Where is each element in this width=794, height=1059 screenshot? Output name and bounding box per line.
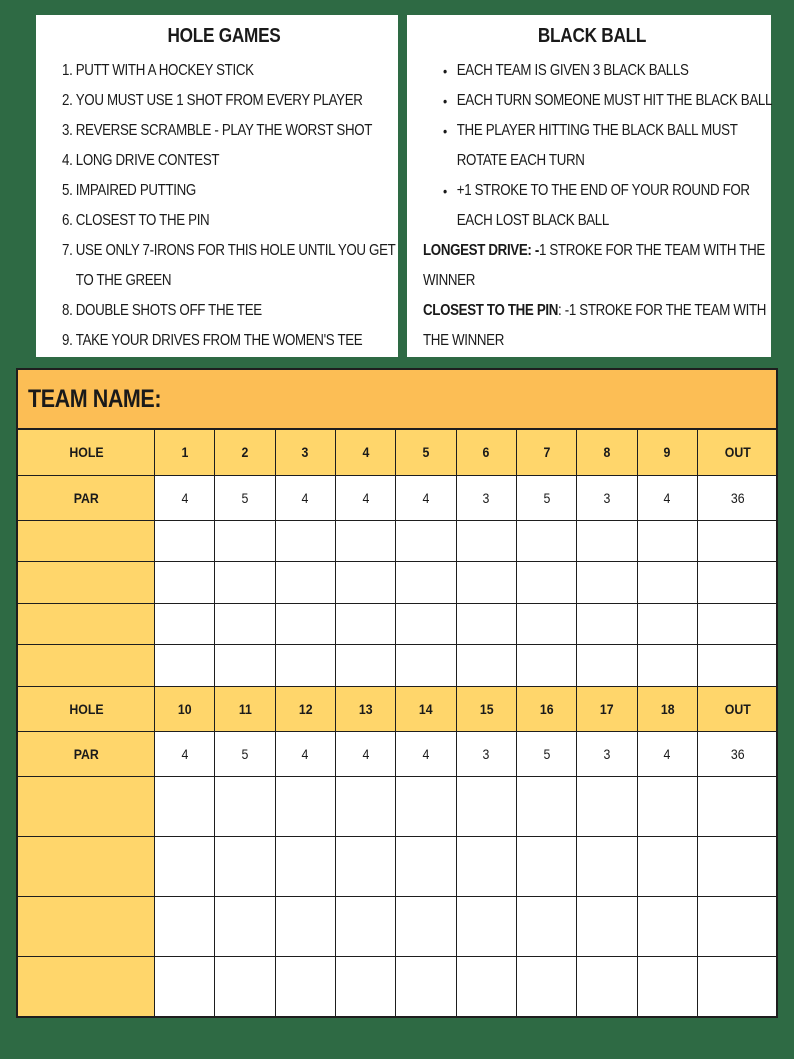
score-cell[interactable] <box>275 956 335 1016</box>
back-hole-row-label-cell <box>18 686 155 731</box>
score-cell[interactable] <box>577 896 637 956</box>
score-cell[interactable] <box>637 896 697 956</box>
par-cell <box>516 731 576 776</box>
par-cell <box>698 475 779 520</box>
hole-number-cell-value: 7 <box>543 444 551 461</box>
par-cell-value: 4 <box>663 489 671 506</box>
black-ball-rule-line: EACH TURN SOMEONE MUST HIT THE BLACK BALL <box>456 92 773 109</box>
score-cell[interactable] <box>516 520 576 562</box>
hole-number-cell-value: 2 <box>241 444 249 461</box>
score-cell[interactable] <box>456 896 516 956</box>
hole-game-item <box>62 86 363 116</box>
score-cell[interactable] <box>698 896 779 956</box>
bullet-dot: • <box>443 183 447 199</box>
back-score-row <box>18 896 778 956</box>
hole-games-panel <box>36 15 398 357</box>
hole-number-cell <box>577 430 637 475</box>
score-cell[interactable] <box>577 836 637 896</box>
score-cell[interactable] <box>215 603 275 645</box>
hole-number-cell-value: 16 <box>539 700 554 717</box>
front-score-row-label-cell[interactable] <box>18 603 155 645</box>
score-cell[interactable] <box>396 520 456 562</box>
hole-number-cell <box>456 686 516 731</box>
score-cell[interactable] <box>637 956 697 1016</box>
par-cell <box>456 475 516 520</box>
score-cell[interactable] <box>155 603 215 645</box>
score-cell[interactable] <box>698 836 779 896</box>
score-cell[interactable] <box>275 645 335 687</box>
hole-number-cell-value: 14 <box>419 700 433 717</box>
par-cell-value: 3 <box>482 745 490 762</box>
closest-pin-rule <box>423 296 767 326</box>
par-cell-value: 4 <box>422 745 430 762</box>
hole-game-number: 8. <box>62 302 73 319</box>
score-cell[interactable] <box>335 896 395 956</box>
score-cell[interactable] <box>155 645 215 687</box>
black-ball-rule <box>443 176 750 236</box>
par-cell-value: 4 <box>362 745 370 762</box>
par-cell <box>215 475 275 520</box>
score-cell[interactable] <box>516 896 576 956</box>
black-ball-rules-list <box>423 56 773 236</box>
score-cell[interactable] <box>456 520 516 562</box>
par-cell-value: 5 <box>543 745 551 762</box>
hole-number-cell <box>577 686 637 731</box>
score-cell[interactable] <box>516 956 576 1016</box>
hole-game-line: YOU MUST USE 1 SHOT FROM EVERY PLAYER <box>75 92 363 109</box>
score-cell[interactable] <box>637 603 697 645</box>
hole-game-item <box>62 326 363 356</box>
score-grid <box>18 430 778 1017</box>
hole-game-number: 6. <box>62 212 73 229</box>
score-cell[interactable] <box>637 836 697 896</box>
back-score-row <box>18 836 778 896</box>
score-cell[interactable] <box>637 520 697 562</box>
hole-game-text <box>76 116 372 146</box>
hole-game-item <box>62 236 396 296</box>
score-cell[interactable] <box>577 956 637 1016</box>
par-cell-value: 4 <box>181 489 189 506</box>
hole-number-cell-value: 15 <box>479 700 494 717</box>
score-cell[interactable] <box>456 603 516 645</box>
score-cell[interactable] <box>335 956 395 1016</box>
score-cell[interactable] <box>698 956 779 1016</box>
score-cell[interactable] <box>335 520 395 562</box>
longest-drive-text: 1 STROKE FOR THE TEAM WITH THE <box>538 242 765 259</box>
score-cell[interactable] <box>698 645 779 687</box>
score-cell[interactable] <box>155 896 215 956</box>
hole-game-number: 1. <box>62 62 73 79</box>
front-score-row <box>18 645 778 687</box>
score-cell[interactable] <box>275 603 335 645</box>
back-score-row-label-cell[interactable] <box>18 836 155 896</box>
par-cell <box>155 731 215 776</box>
team-name-label: TEAM NAME: <box>28 384 162 413</box>
black-ball-rule <box>443 86 773 116</box>
back-score-row-label-cell[interactable] <box>18 956 155 1016</box>
par-cell <box>637 475 697 520</box>
hole-games-title: HOLE GAMES <box>167 25 281 47</box>
hole-game-line: LONG DRIVE CONTEST <box>75 152 220 169</box>
score-cell[interactable] <box>275 520 335 562</box>
hole-number-cell-value: 8 <box>603 444 611 461</box>
hole-game-item <box>62 206 341 236</box>
back-hole-row-label: HOLE <box>68 700 104 717</box>
hole-number-cell-value: OUT <box>724 444 752 461</box>
bullet-dot: • <box>443 123 447 139</box>
par-cell <box>396 475 456 520</box>
score-cell[interactable] <box>335 836 395 896</box>
hole-game-line: REVERSE SCRAMBLE - PLAY THE WORST SHOT <box>75 122 373 139</box>
score-cell[interactable] <box>396 956 456 1016</box>
par-cell <box>456 731 516 776</box>
score-cell[interactable] <box>335 603 395 645</box>
score-cell[interactable] <box>215 562 275 604</box>
hole-game-text <box>76 56 254 86</box>
hole-game-number: 4. <box>62 152 73 169</box>
par-cell <box>577 475 637 520</box>
black-ball-rule-line: EACH TEAM IS GIVEN 3 BLACK BALLS <box>456 62 689 79</box>
black-ball-rule-line: THE PLAYER HITTING THE BLACK BALL MUST <box>456 122 738 139</box>
black-ball-rule-text <box>457 116 738 176</box>
score-cell[interactable] <box>516 603 576 645</box>
score-cell[interactable] <box>516 836 576 896</box>
hole-number-cell-value: 12 <box>298 700 313 717</box>
black-ball-rule <box>443 56 716 86</box>
score-cell[interactable] <box>396 896 456 956</box>
score-cell[interactable] <box>155 520 215 562</box>
hole-number-cell-value: 10 <box>177 700 192 717</box>
hole-number-cell <box>396 430 456 475</box>
hole-number-cell <box>637 430 697 475</box>
score-cell[interactable] <box>396 645 456 687</box>
score-cell[interactable] <box>516 645 576 687</box>
par-cell-value: 4 <box>301 489 309 506</box>
longest-drive-label: LONGEST DRIVE: - <box>423 242 539 259</box>
hole-number-cell <box>155 430 215 475</box>
score-cell[interactable] <box>516 776 576 836</box>
hole-game-text <box>76 326 363 356</box>
black-ball-rule <box>443 116 738 176</box>
score-cell[interactable] <box>335 562 395 604</box>
hole-number-cell <box>396 686 456 731</box>
hole-game-number: 2. <box>62 92 73 109</box>
score-cell[interactable] <box>215 776 275 836</box>
par-cell-value: 3 <box>603 489 611 506</box>
par-cell-value: 5 <box>241 745 249 762</box>
score-cell[interactable] <box>396 836 456 896</box>
front-par-row <box>18 475 778 520</box>
score-cell[interactable] <box>335 776 395 836</box>
black-ball-rule-line: ROTATE EACH TURN <box>456 152 585 169</box>
par-cell <box>577 731 637 776</box>
par-cell <box>698 731 779 776</box>
par-cell-value: 3 <box>482 489 490 506</box>
hole-number-cell <box>516 686 576 731</box>
hole-game-number: 5. <box>62 182 73 199</box>
hole-number-cell <box>335 686 395 731</box>
hole-number-cell-value: OUT <box>724 700 752 717</box>
hole-number-cell <box>215 686 275 731</box>
par-cell <box>275 475 335 520</box>
score-cell[interactable] <box>215 836 275 896</box>
back-score-row <box>18 776 778 836</box>
hole-number-cell <box>275 430 335 475</box>
score-cell[interactable] <box>577 562 637 604</box>
score-cell[interactable] <box>456 562 516 604</box>
par-cell-value: 4 <box>663 745 671 762</box>
score-cell[interactable] <box>456 776 516 836</box>
hole-game-text <box>76 146 219 176</box>
hole-game-line: TO THE GREEN <box>75 272 172 289</box>
score-cell[interactable] <box>275 896 335 956</box>
front-hole-row-label-cell <box>18 430 155 475</box>
par-cell <box>275 731 335 776</box>
score-cell[interactable] <box>577 520 637 562</box>
par-cell-value: 36 <box>731 745 745 762</box>
bullet-dot: • <box>443 63 447 79</box>
par-cell <box>335 731 395 776</box>
score-cell[interactable] <box>456 645 516 687</box>
hole-game-number: 7. <box>62 242 73 259</box>
score-cell[interactable] <box>155 562 215 604</box>
par-cell-value: 4 <box>301 745 309 762</box>
scorecard <box>16 368 778 1018</box>
hole-game-text <box>76 86 363 116</box>
hole-number-cell-value: 6 <box>482 444 490 461</box>
closest-pin-text: : -1 STROKE FOR THE TEAM WITH <box>558 302 767 319</box>
hole-number-cell <box>637 686 697 731</box>
par-cell-value: 3 <box>603 745 611 762</box>
hole-number-cell-value: 18 <box>660 700 675 717</box>
hole-number-cell <box>698 686 779 731</box>
hole-game-line: DOUBLE SHOTS OFF THE TEE <box>75 302 262 319</box>
hole-number-cell-value: 3 <box>301 444 309 461</box>
hole-game-line: IMPAIRED PUTTING <box>75 182 196 199</box>
score-cell[interactable] <box>215 956 275 1016</box>
par-cell-value: 4 <box>362 489 370 506</box>
front-par-row-label: PAR <box>73 489 99 506</box>
score-cell[interactable] <box>275 836 335 896</box>
par-cell-value: 4 <box>422 489 430 506</box>
front-hole-row-label: HOLE <box>68 444 104 461</box>
par-cell <box>516 475 576 520</box>
front-score-row <box>18 603 778 645</box>
par-cell-value: 36 <box>731 489 745 506</box>
score-cell[interactable] <box>396 776 456 836</box>
score-cell[interactable] <box>698 776 779 836</box>
front-par-row-label-cell <box>18 475 155 520</box>
longest-drive-rule <box>423 236 765 266</box>
score-cell[interactable] <box>698 520 779 562</box>
hole-game-text <box>76 176 196 206</box>
closest-pin-text-line2: THE WINNER <box>423 332 504 349</box>
score-cell[interactable] <box>456 836 516 896</box>
hole-number-cell <box>275 686 335 731</box>
par-cell <box>637 731 697 776</box>
hole-game-line: PUTT WITH A HOCKEY STICK <box>75 62 254 79</box>
black-ball-rule-line: EACH LOST BLACK BALL <box>456 212 609 229</box>
back-par-row-label-cell <box>18 731 155 776</box>
front-score-row <box>18 520 778 562</box>
score-cell[interactable] <box>637 562 697 604</box>
hole-game-line: CLOSEST TO THE PIN <box>75 212 210 229</box>
black-ball-rule-text <box>457 86 772 116</box>
back-score-row-label-cell[interactable] <box>18 896 155 956</box>
front-score-row-label-cell[interactable] <box>18 645 155 687</box>
hole-number-cell <box>456 430 516 475</box>
hole-number-cell <box>215 430 275 475</box>
hole-game-text <box>76 236 396 296</box>
hole-number-cell-value: 13 <box>358 700 373 717</box>
par-cell <box>396 731 456 776</box>
back-hole-row <box>18 686 778 731</box>
score-cell[interactable] <box>396 603 456 645</box>
hole-number-cell-value: 9 <box>663 444 671 461</box>
score-cell[interactable] <box>335 645 395 687</box>
score-cell[interactable] <box>275 562 335 604</box>
black-ball-title: BLACK BALL <box>537 25 647 47</box>
score-cell[interactable] <box>215 645 275 687</box>
par-cell-value: 4 <box>181 745 189 762</box>
hole-game-item <box>62 296 341 326</box>
hole-game-text <box>76 206 210 236</box>
hole-number-cell-value: 4 <box>362 444 370 461</box>
bullet-dot: • <box>443 93 447 109</box>
score-cell[interactable] <box>516 562 576 604</box>
longest-drive-text-line2: WINNER <box>423 272 476 289</box>
hole-number-cell-value: 5 <box>422 444 430 461</box>
score-cell[interactable] <box>698 562 779 604</box>
back-par-row-label: PAR <box>73 745 99 762</box>
hole-number-cell-value: 1 <box>181 444 189 461</box>
par-cell <box>215 731 275 776</box>
hole-game-item <box>62 56 341 86</box>
score-cell[interactable] <box>215 896 275 956</box>
hole-game-line: USE ONLY 7-IRONS FOR THIS HOLE UNTIL YOU GET <box>75 242 396 259</box>
front-hole-row <box>18 430 778 475</box>
score-cell[interactable] <box>155 776 215 836</box>
score-cell[interactable] <box>275 776 335 836</box>
back-score-row-label-cell[interactable] <box>18 776 155 836</box>
hole-game-line: TAKE YOUR DRIVES FROM THE WOMEN'S TEE <box>75 332 363 349</box>
hole-number-cell <box>155 686 215 731</box>
hole-game-text <box>76 296 262 326</box>
black-ball-rule-text <box>457 176 750 236</box>
black-ball-rule-text <box>457 56 689 86</box>
score-cell[interactable] <box>577 603 637 645</box>
par-cell <box>335 475 395 520</box>
par-cell <box>155 475 215 520</box>
back-par-row <box>18 731 778 776</box>
hole-number-cell <box>335 430 395 475</box>
black-ball-rule-line: +1 STROKE TO THE END OF YOUR ROUND FOR <box>456 182 750 199</box>
black-ball-panel <box>407 15 771 357</box>
score-cell[interactable] <box>577 776 637 836</box>
hole-game-item <box>62 176 341 206</box>
score-cell[interactable] <box>396 562 456 604</box>
back-score-row <box>18 956 778 1016</box>
front-score-row-label-cell[interactable] <box>18 562 155 604</box>
hole-game-item <box>62 116 373 146</box>
front-score-row-label-cell[interactable] <box>18 520 155 562</box>
par-cell-value: 5 <box>241 489 249 506</box>
hole-number-cell <box>698 430 779 475</box>
score-cell[interactable] <box>698 603 779 645</box>
score-cell[interactable] <box>215 520 275 562</box>
hole-games-list <box>62 56 396 356</box>
score-cell[interactable] <box>637 645 697 687</box>
hole-game-item <box>62 146 341 176</box>
hole-game-number: 9. <box>62 332 73 349</box>
hole-game-number: 3. <box>62 122 73 139</box>
front-score-row <box>18 562 778 604</box>
hole-number-cell-value: 11 <box>238 700 252 717</box>
score-cell[interactable] <box>155 836 215 896</box>
score-cell[interactable] <box>456 956 516 1016</box>
score-cell[interactable] <box>577 645 637 687</box>
par-cell-value: 5 <box>543 489 551 506</box>
closest-pin-label: CLOSEST TO THE PIN <box>423 302 559 319</box>
hole-number-cell-value: 17 <box>600 700 614 717</box>
team-name-bar[interactable] <box>18 370 776 430</box>
hole-number-cell <box>516 430 576 475</box>
score-cell[interactable] <box>155 956 215 1016</box>
score-cell[interactable] <box>637 776 697 836</box>
